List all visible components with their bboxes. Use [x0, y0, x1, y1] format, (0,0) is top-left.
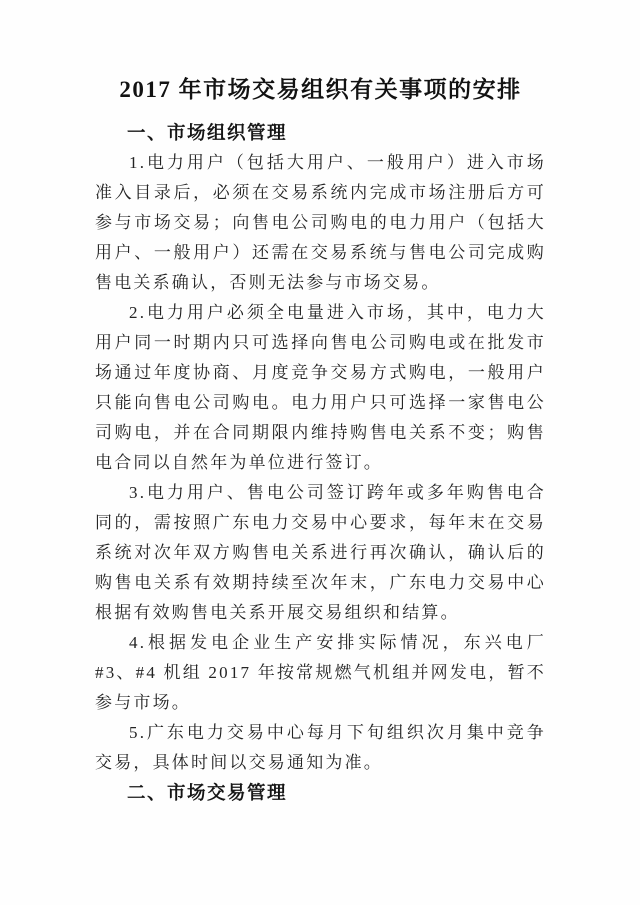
paragraph-multi-year-contracts: 3.电力用户、售电公司签订跨年或多年购售电合同的，需按照广东电力交易中心要求，每年末在交易系统对次年双方购售电关系进行再次确认，确认后的购售电关系有效期持续至次年末，广东电力交易中心根据有效购售电关系开展交易组织和结算。 — [95, 483, 546, 622]
paragraph-dongxing-plant-units: 4.根据发电企业生产安排实际情况，东兴电厂#3、#4 机组 2017 年按常规燃气机组并网发电，暂不参与市场。 — [95, 633, 546, 712]
paragraph-full-volume-entry: 2.电力用户必须全电量进入市场，其中，电力大用户同一时期内只可选择向售电公司购电或在批发市场通过年度协商、月度竞争交易方式购电，一般用户只能向售电公司购电。电力用户只可选择一家售电公司购电，并在合同期限内维持购售电关系不变；购售电合同以自然年为单位进行签订。 — [95, 303, 546, 472]
section-heading-market-organization: 一、市场组织管理 — [127, 122, 288, 143]
paragraph-monthly-bidding-schedule: 5.广东电力交易中心每月下旬组织次月集中竞争交易，具体时间以交易通知为准。 — [95, 723, 546, 772]
paragraph-market-access: 1.电力用户（包括大用户、一般用户）进入市场准入目录后，必须在交易系统内完成市场注册后方可参与市场交易；向售电公司购电的电力用户（包括大用户、一般用户）还需在交易系统与售电公司完成购售电关系确认，否则无法参与市场交易。 — [95, 153, 546, 292]
section-heading-market-trading: 二、市场交易管理 — [127, 782, 288, 803]
document-title: 2017 年市场交易组织有关事项的安排 — [119, 77, 522, 102]
